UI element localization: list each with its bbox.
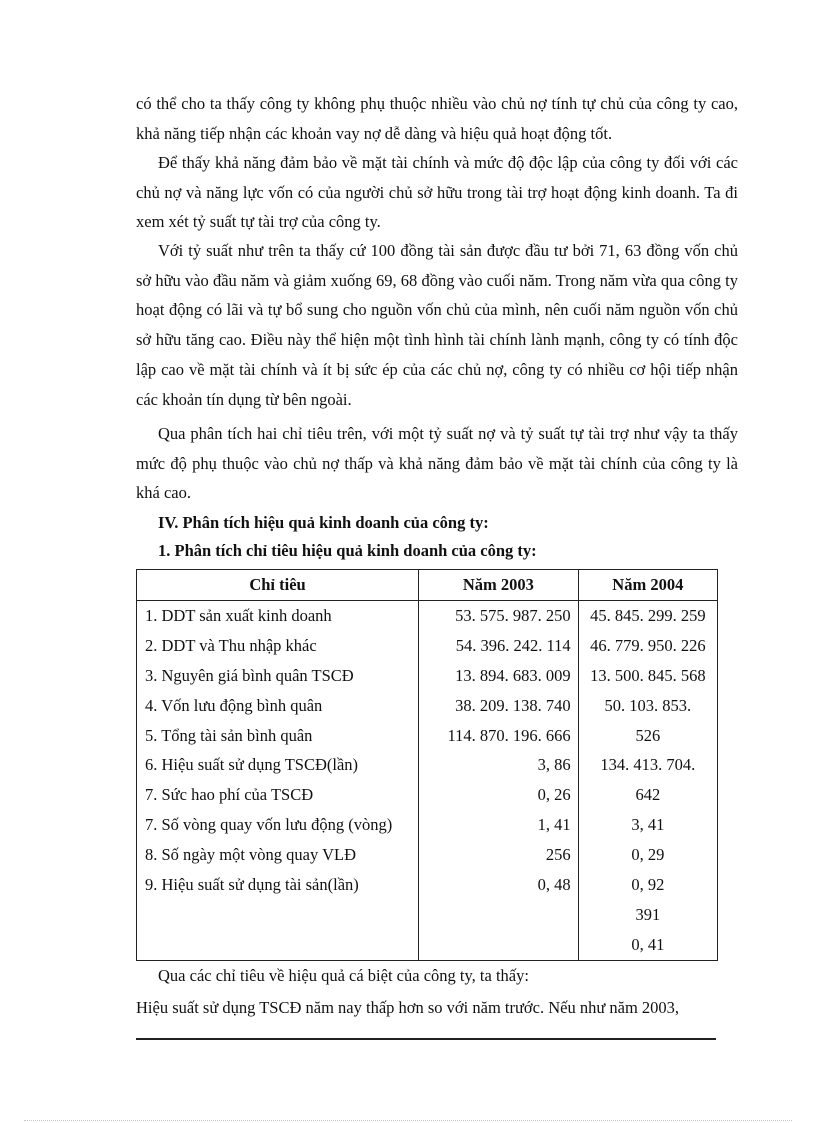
- table-row: [137, 721, 718, 751]
- table-row: [137, 601, 718, 631]
- value-2003: 1, 41: [419, 810, 579, 840]
- page-bottom-dotted-line: [24, 1120, 792, 1121]
- header-indicator: Chỉ tiêu: [137, 570, 419, 601]
- row-label: 6. Hiệu suất sử dụng TSCĐ(lần): [137, 750, 419, 780]
- table-row: [137, 930, 718, 960]
- value-2004: 0, 29: [578, 840, 717, 870]
- table-row: [137, 780, 718, 810]
- row-label: [137, 900, 419, 930]
- header-year-2003: Năm 2003: [419, 570, 579, 601]
- table-header-row: [137, 570, 718, 601]
- value-2004: 0, 92: [578, 870, 717, 900]
- paragraph-3: Với tỷ suất như trên ta thấy cứ 100 đồng tài sản được đầu tư bởi 71, 63 đồng vốn chủ sở hữu vào đầu năm và giảm xuống 69, 68 đồng vào cuối năm. Trong năm vừa qua công ty hoạt động có lãi và tự bổ sung cho nguồn vốn chủ của mình, nên cuối năm nguồn vốn chủ sở hữu tăng cao. Điều này thể hiện một tình hình tài chính lành mạnh, công ty có tính độc lập cao về mặt tài chính và ít bị sức ép của các chủ nợ, công ty có nhiều cơ hội tiếp nhận các khoản tín dụng từ bên ngoài.: [136, 241, 738, 409]
- row-label: 4. Vốn lưu động bình quân: [137, 691, 419, 721]
- paragraph-6: Hiệu suất sử dụng TSCĐ năm nay thấp hơn so với năm trước. Nếu như năm 2003,: [136, 998, 680, 1017]
- value-2003: 54. 396. 242. 114: [419, 631, 579, 661]
- value-2004: 3, 41: [578, 810, 717, 840]
- row-label: 5. Tổng tài sản bình quân: [137, 721, 419, 751]
- paragraph-1: có thể cho ta thấy công ty không phụ thuộc nhiều vào chủ nợ tính tự chủ của công ty cao, khả năng tiếp nhận các khoản vay nợ dễ dàng và hiệu quả hoạt động tốt.: [136, 94, 738, 143]
- value-2003: 0, 48: [419, 870, 579, 900]
- row-label: 8. Số ngày một vòng quay VLĐ: [137, 840, 419, 870]
- table-row: [137, 631, 718, 661]
- paragraph-5: Qua các chỉ tiêu về hiệu quả cá biệt của công ty, ta thấy:: [158, 966, 529, 985]
- row-label: 9. Hiệu suất sử dụng tài sản(lần): [137, 870, 419, 900]
- value-2004: 46. 779. 950. 226: [578, 631, 717, 661]
- efficiency-metrics-table: [136, 569, 718, 961]
- value-2003: 3, 86: [419, 750, 579, 780]
- table-row: [137, 870, 718, 900]
- section-heading-iv: IV. Phân tích hiệu quả kinh doanh của công ty:: [158, 513, 489, 532]
- row-label: 2. DDT và Thu nhập khác: [137, 631, 419, 661]
- row-label: 7. Số vòng quay vốn lưu động (vòng): [137, 810, 419, 840]
- row-label: 1. DDT sản xuất kinh doanh: [137, 601, 419, 631]
- table-row: [137, 840, 718, 870]
- header-year-2004: Năm 2004: [578, 570, 717, 601]
- value-2004: 391: [578, 900, 717, 930]
- footer-rule: [136, 1038, 716, 1040]
- subsection-heading-1: 1. Phân tích chỉ tiêu hiệu quả kinh doanh của công ty:: [158, 541, 537, 560]
- paragraph-2: Để thấy khả năng đảm bảo về mặt tài chính và mức độ độc lập của công ty đối với các chủ nợ và năng lực vốn có của người chủ sở hữu trong tài trợ hoạt động kinh doanh. Ta đi xem xét tỷ suất tự tài trợ của công ty.: [136, 153, 738, 232]
- value-2003: 53. 575. 987. 250: [419, 601, 579, 631]
- row-label: [137, 930, 419, 960]
- value-2003: 256: [419, 840, 579, 870]
- value-2004: 50. 103. 853.: [578, 691, 717, 721]
- value-2003: 13. 894. 683. 009: [419, 661, 579, 691]
- table-row: [137, 691, 718, 721]
- value-2004: 134. 413. 704.: [578, 750, 717, 780]
- row-label: 7. Sức hao phí của TSCĐ: [137, 780, 419, 810]
- table-row: [137, 810, 718, 840]
- paragraph-4: Qua phân tích hai chỉ tiêu trên, với một tỷ suất nợ và tỷ suất tự tài trợ như vậy ta thấy mức độ phụ thuộc vào chủ nợ thấp và khả năng đảm bảo về mặt tài chính của công ty là khá cao.: [136, 424, 738, 503]
- value-2004: 13. 500. 845. 568: [578, 661, 717, 691]
- value-2004: 45. 845. 299. 259: [578, 601, 717, 631]
- value-2004: 642: [578, 780, 717, 810]
- value-2003: 114. 870. 196. 666: [419, 721, 579, 751]
- value-2004: 0, 41: [578, 930, 717, 960]
- value-2003: 0, 26: [419, 780, 579, 810]
- value-2004: 526: [578, 721, 717, 751]
- value-2003: [419, 900, 579, 930]
- row-label: 3. Nguyên giá bình quân TSCĐ: [137, 661, 419, 691]
- table-row: [137, 750, 718, 780]
- value-2003: 38. 209. 138. 740: [419, 691, 579, 721]
- table-row: [137, 900, 718, 930]
- value-2003: [419, 930, 579, 960]
- table-row: [137, 661, 718, 691]
